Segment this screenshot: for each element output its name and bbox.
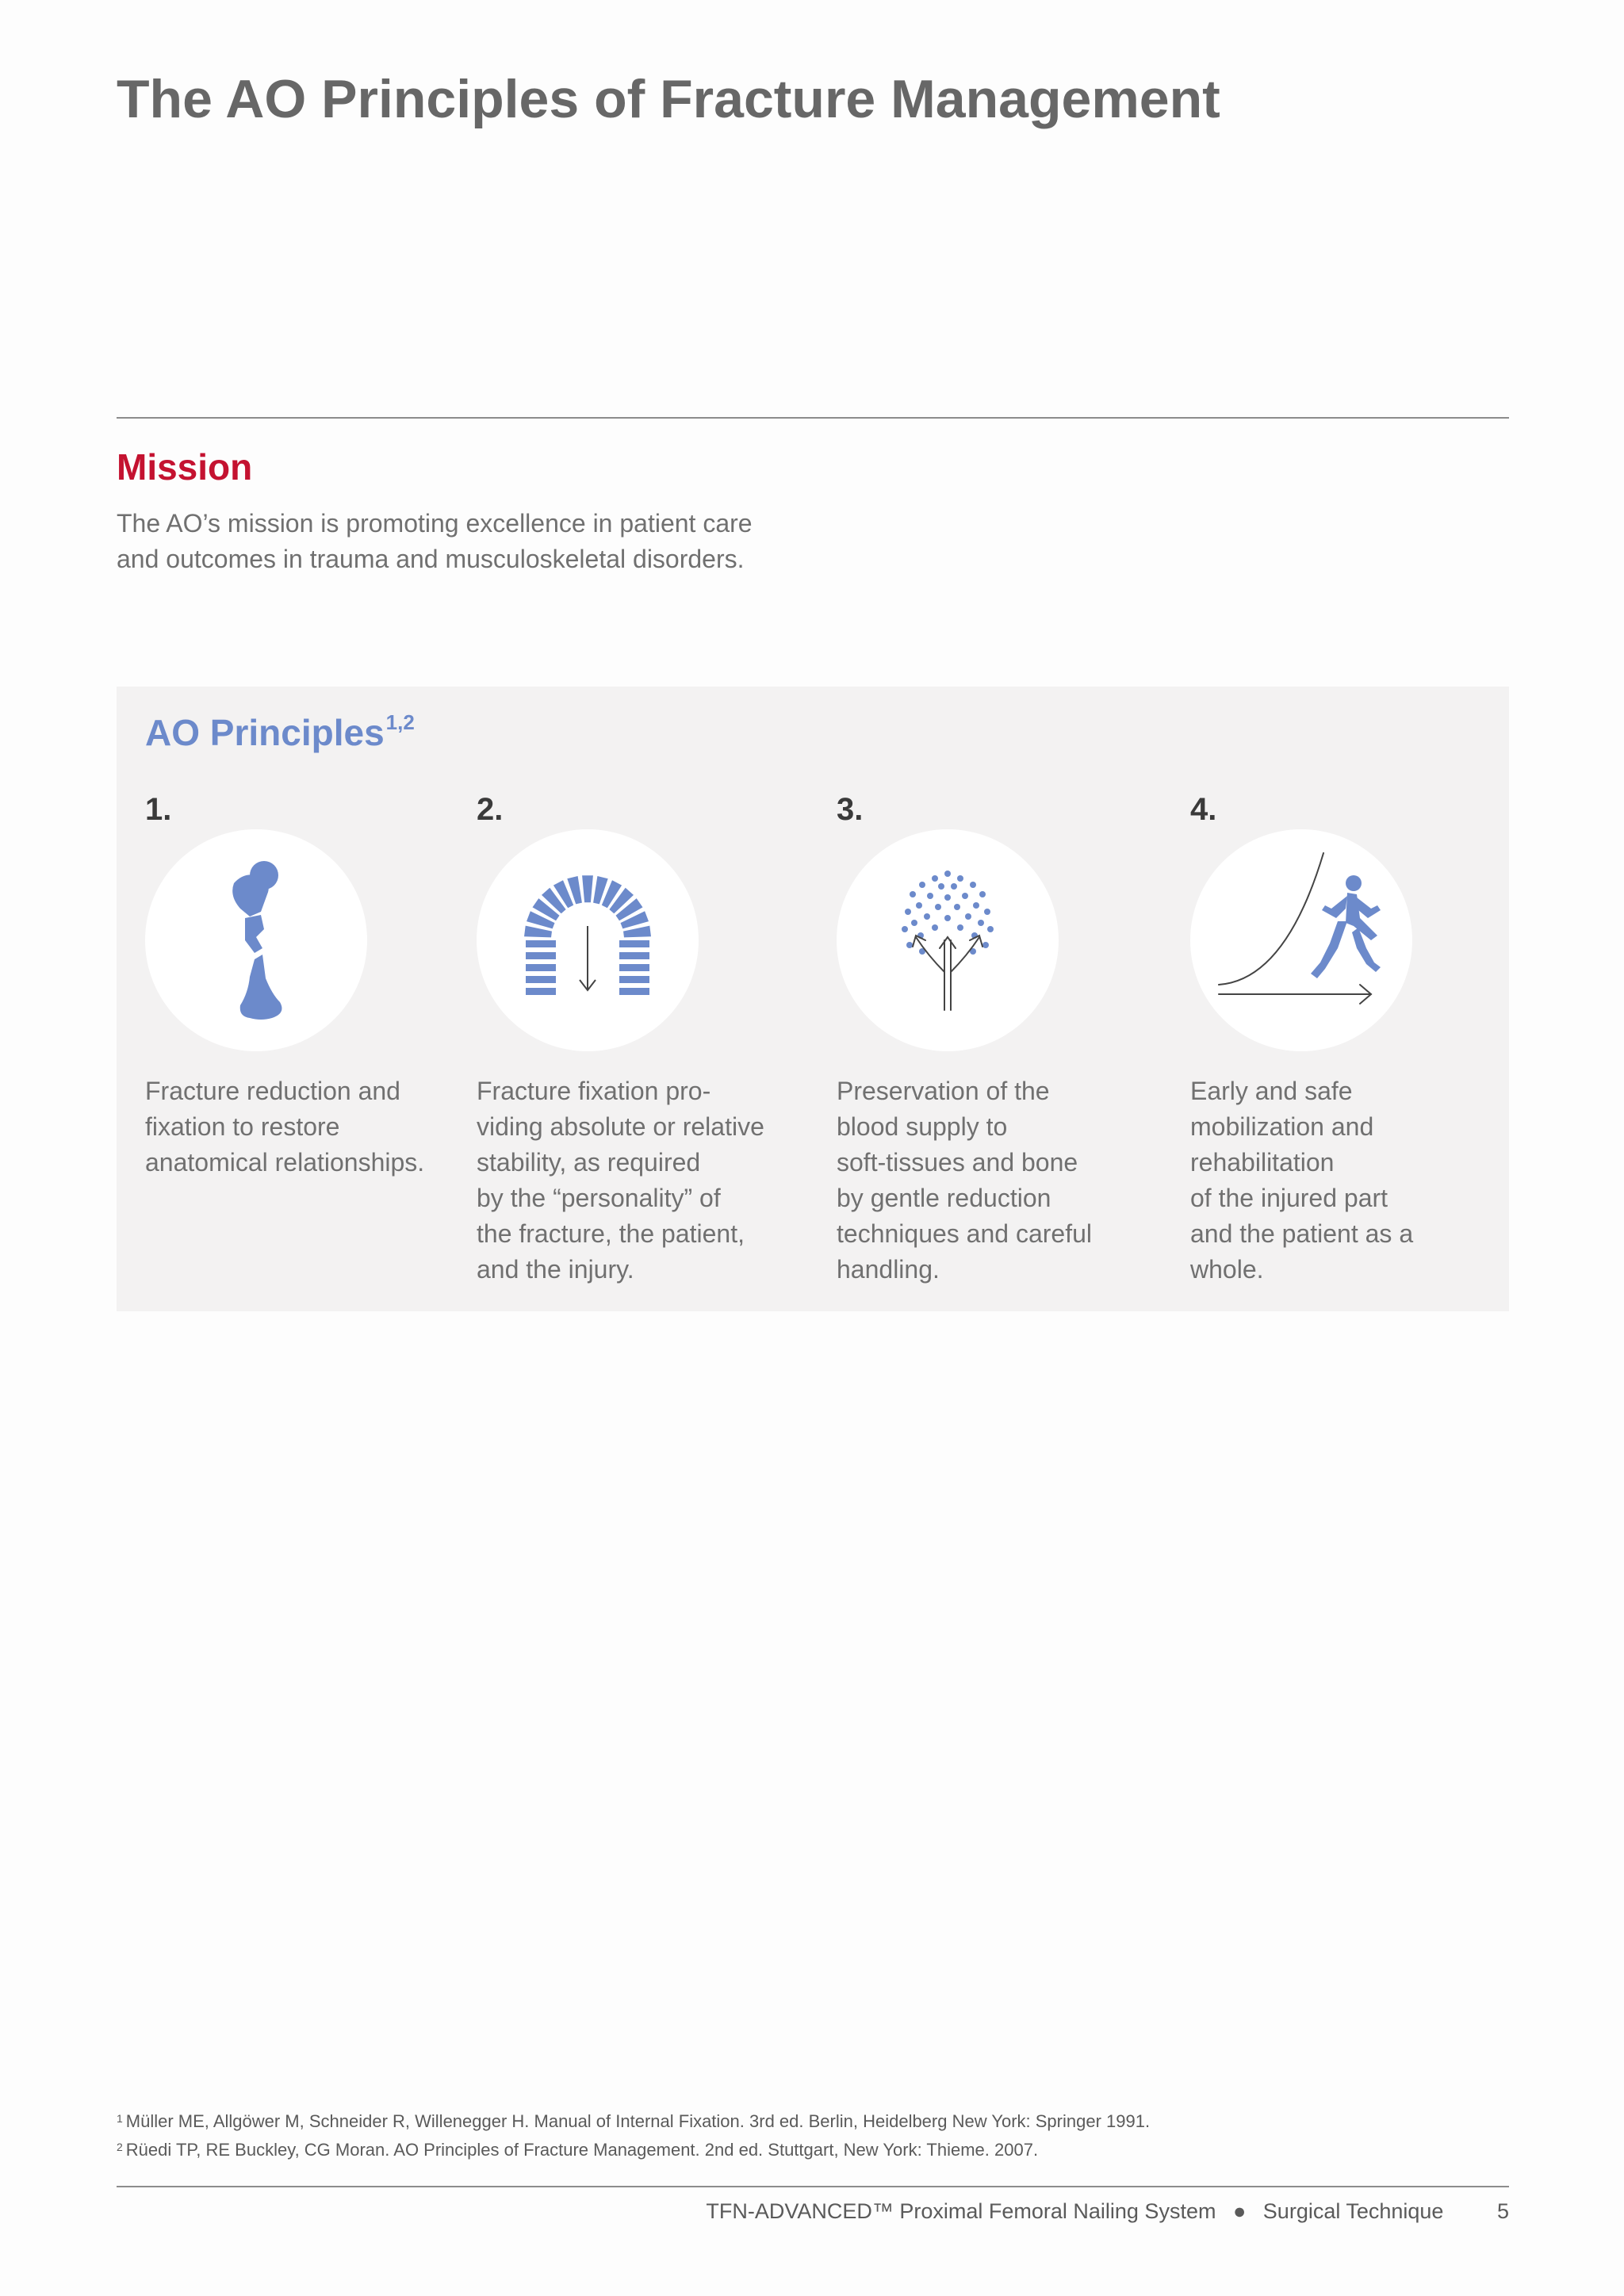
principle-line: by gentle reduction [837, 1184, 1051, 1212]
tree-dot [944, 894, 951, 901]
tree-dot [911, 920, 917, 926]
principle-3 [837, 687, 1154, 1311]
principle-line: Fracture reduction and [145, 1077, 400, 1105]
tree-dot [935, 904, 941, 910]
tree-dot [927, 893, 933, 899]
principle-line: viding absolute or relative [477, 1112, 764, 1141]
tree-dot [984, 909, 990, 915]
principle-line: mobilization and [1190, 1112, 1374, 1141]
principle-line: rehabilitation [1190, 1148, 1335, 1177]
stone-arch-icon [477, 829, 699, 1051]
principle-line: blood supply to [837, 1112, 1008, 1141]
tree-dot [957, 924, 963, 931]
principle-number: 4. [1190, 792, 1217, 827]
tree-dot [906, 942, 913, 948]
principle-number: 2. [477, 792, 504, 827]
principles-panel [117, 687, 1509, 1311]
principle-2 [477, 687, 794, 1311]
tree-dot [951, 883, 957, 890]
principle-line: soft-tissues and bone [837, 1148, 1078, 1177]
principle-description [145, 1073, 462, 1181]
tree-dot [938, 883, 944, 890]
mission-line: The AO’s mission is promoting excellence in patient care [117, 509, 753, 538]
principle-line: Fracture fixation pro- [477, 1077, 711, 1105]
principle-line: the fracture, the patient, [477, 1219, 745, 1248]
principle-line: of the injured part [1190, 1184, 1388, 1212]
principle-line: and the patient as a [1190, 1219, 1414, 1248]
mission-line: and outcomes in trauma and musculoskeletal disorders. [117, 545, 745, 573]
principles-heading-text: AO Principles [145, 712, 385, 753]
page-title: The AO Principles of Fracture Management [117, 69, 1220, 129]
principle-line: handling. [837, 1255, 940, 1284]
tree-dot [932, 875, 938, 882]
tree-dot [932, 924, 938, 931]
footnote-2 [117, 2134, 1509, 2163]
footnote-text: Müller ME, Allgöwer M, Schneider R, Willenegger H. Manual of Internal Fixation. 3rd ed. Berlin, Heidelberg New York: Springer 1991. [125, 2111, 1151, 2131]
tree-dot [944, 871, 951, 877]
tree-dot [944, 915, 951, 921]
footer-bullet: ● [1232, 2199, 1247, 2223]
fractured-bone-icon [145, 829, 367, 1051]
principle-line: by the “personality” of [477, 1184, 721, 1212]
principle-number: 3. [837, 792, 864, 827]
tree-dot [905, 909, 911, 915]
principle-line: Early and safe [1190, 1077, 1353, 1105]
page-footer [706, 2199, 1509, 2224]
tree-dot [978, 920, 984, 926]
blood-supply-tree-icon [837, 829, 1059, 1051]
principle-line: techniques and careful [837, 1219, 1092, 1248]
principle-description [837, 1073, 1154, 1288]
tree-dot [919, 882, 925, 888]
principle-description [477, 1073, 794, 1288]
principle-description [1190, 1073, 1507, 1288]
footnotes [117, 2106, 1509, 2163]
tree-dot [987, 926, 994, 932]
principle-line: anatomical relationships. [145, 1148, 425, 1177]
arch-block [524, 926, 552, 938]
arch-block [623, 926, 651, 938]
tree-dot [962, 893, 968, 899]
footnote-mark: 1 [117, 2112, 123, 2125]
principle-line: whole. [1190, 1255, 1264, 1284]
tree-dot [954, 904, 960, 910]
tree-dot [916, 902, 922, 909]
principle-line: fixation to restore [145, 1112, 340, 1141]
principle-line: stability, as required [477, 1148, 701, 1177]
principle-4 [1190, 687, 1507, 1311]
tree-dot [957, 875, 963, 882]
footnote-text: Rüedi TP, RE Buckley, CG Moran. AO Principles of Fracture Management. 2nd ed. Stuttgart, New York: Thieme. 2007. [125, 2140, 1039, 2160]
page-number: 5 [1496, 2199, 1509, 2223]
principle-line: and the injury. [477, 1255, 634, 1284]
top-divider [117, 417, 1509, 419]
tree-dot [965, 913, 971, 920]
running-person-curve-icon [1190, 829, 1412, 1051]
tree-dot [973, 902, 979, 909]
mission-heading: Mission [117, 446, 253, 488]
footer-product: TFN-ADVANCED™ Proximal Femoral Nailing System [706, 2199, 1216, 2223]
tree-dot [982, 942, 989, 948]
principle-number: 1. [145, 792, 172, 827]
principle-line: Preservation of the [837, 1077, 1050, 1105]
footnote-mark: 2 [117, 2141, 123, 2153]
principles-heading-footnote-ref: 1,2 [385, 710, 415, 734]
bottom-divider [117, 2186, 1509, 2187]
tree-dot [902, 926, 908, 932]
footer-section: Surgical Technique [1262, 2199, 1444, 2223]
mission-text [117, 506, 830, 577]
tree-dot [979, 891, 986, 897]
tree-dot [910, 891, 916, 897]
principle-1 [145, 687, 462, 1311]
footnote-1 [117, 2106, 1509, 2134]
arch-block [582, 875, 593, 902]
tree-dot [924, 913, 930, 920]
tree-dot [970, 882, 976, 888]
